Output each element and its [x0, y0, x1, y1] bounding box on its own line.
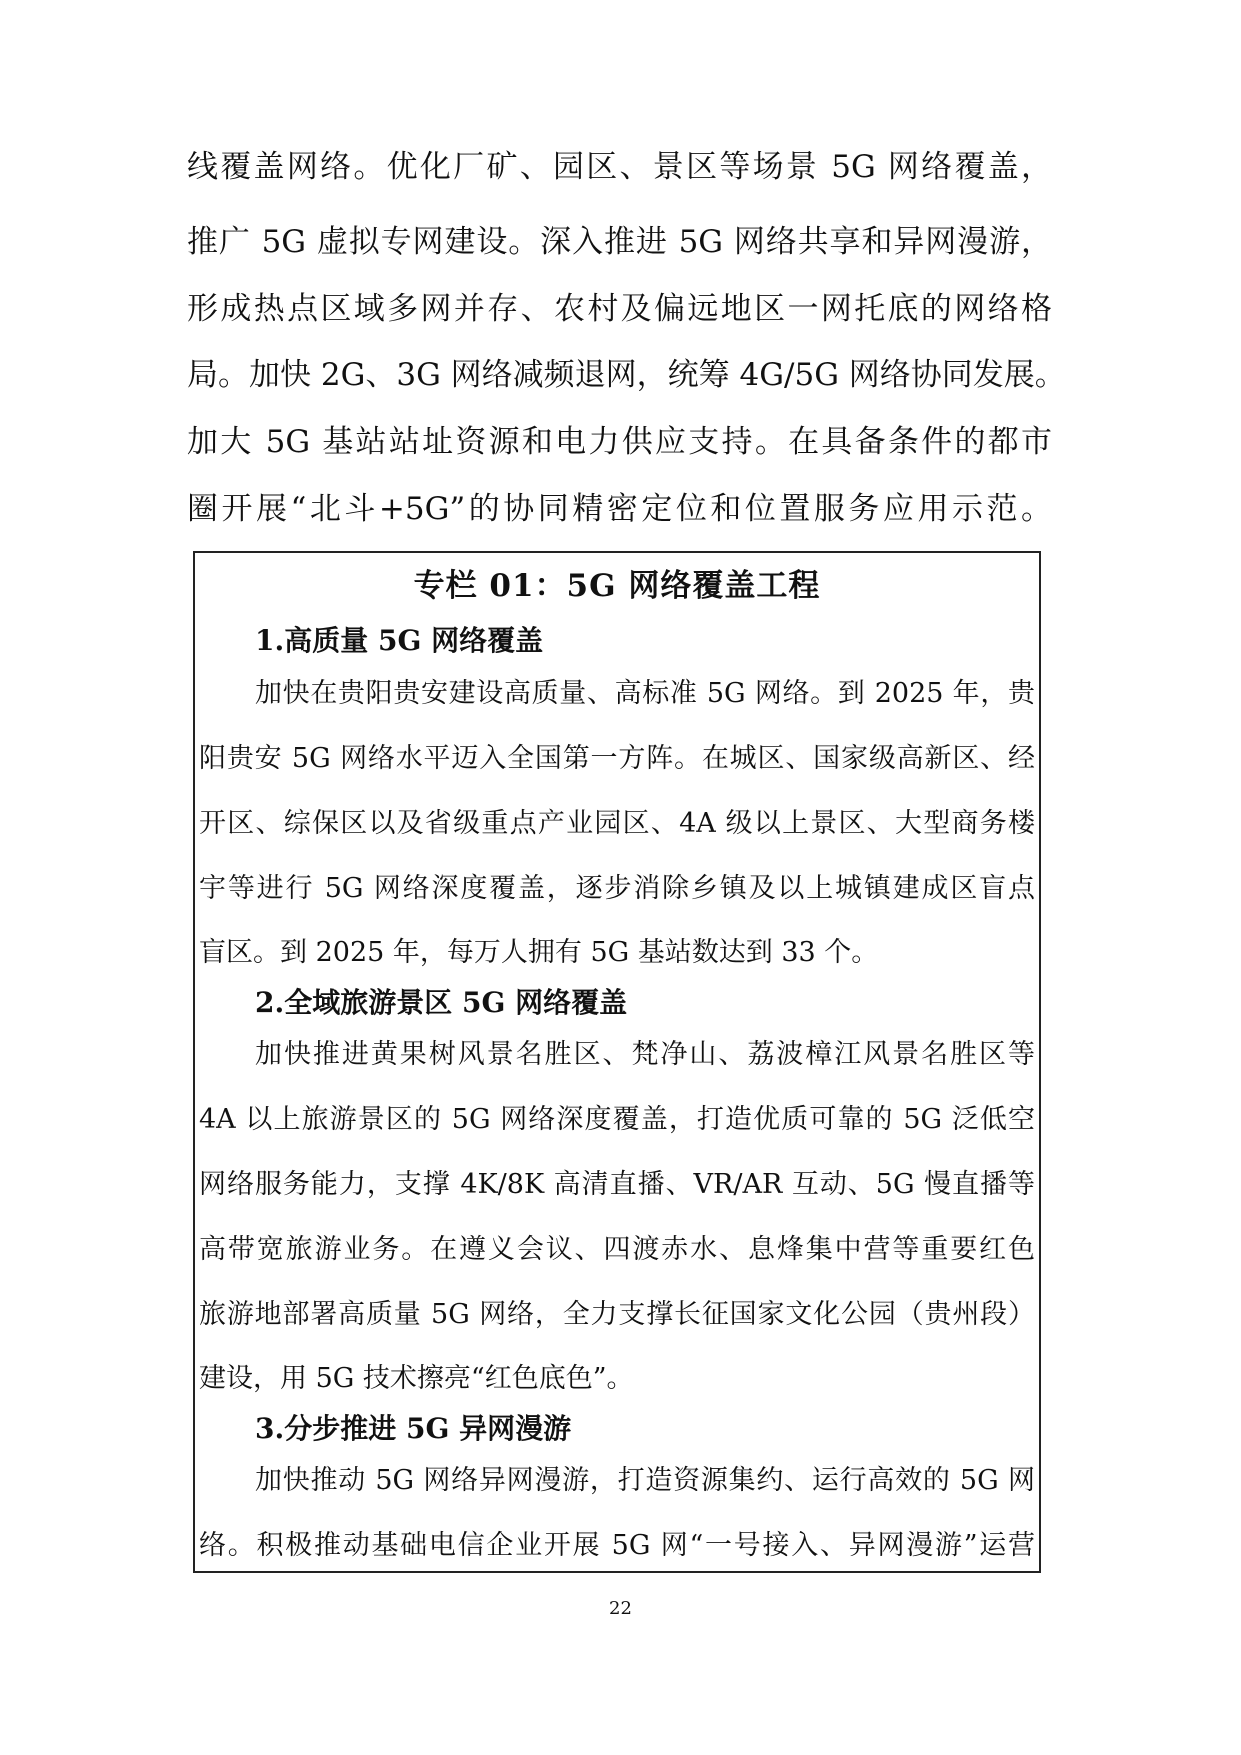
body-line: 加快推动 5G 网络异网漫游，打造资源集约、运行高效的 5G 网	[255, 1465, 1035, 1496]
body-line: 开区、综保区以及省级重点产业园区、4A 级以上景区、大型商务楼	[199, 808, 1035, 839]
page-number: 22	[609, 1598, 632, 1619]
body-line: 阳贵安 5G 网络水平迈入全国第一方阵。在城区、国家级高新区、经	[199, 743, 1035, 774]
body-line: 旅游地部署高质量 5G 网络，全力支撑长征国家文化公园（贵州段）	[199, 1299, 1035, 1330]
body-line: 建设，用 5G 技术擦亮“红色底色”。	[199, 1363, 634, 1394]
body-line: 加快推进黄果树风景名胜区、梵净山、荔波樟江风景名胜区等	[255, 1039, 1035, 1070]
intro-line: 形成热点区域多网并存、农村及偏远地区一网托底的网络格	[187, 291, 1052, 327]
intro-line: 加大 5G 基站站址资源和电力供应支持。在具备条件的都市	[187, 424, 1052, 460]
section-heading: 1.高质量 5G 网络覆盖	[255, 624, 544, 657]
body-line: 盲区。到 2025 年，每万人拥有 5G 基站数达到 33 个。	[199, 937, 879, 968]
body-line: 4A 以上旅游景区的 5G 网络深度覆盖，打造优质可靠的 5G 泛低空	[199, 1104, 1035, 1135]
body-line: 络。积极推动基础电信企业开展 5G 网“一号接入、异网漫游”运营	[199, 1530, 1035, 1561]
section-heading: 3.分步推进 5G 异网漫游	[255, 1412, 572, 1445]
intro-line: 局。加快 2G、3G 网络减频退网，统筹 4G/5G 网络协同发展。	[187, 357, 1066, 393]
body-line: 高带宽旅游业务。在遵义会议、四渡赤水、息烽集中营等重要红色	[199, 1234, 1035, 1265]
body-line: 宇等进行 5G 网络深度覆盖，逐步消除乡镇及以上城镇建成区盲点	[199, 873, 1035, 904]
intro-line: 圈开展“北斗+5G”的协同精密定位和位置服务应用示范。	[187, 491, 1052, 527]
section-heading: 2.全域旅游景区 5G 网络覆盖	[255, 986, 628, 1019]
body-line: 加快在贵阳贵安建设高质量、高标准 5G 网络。到 2025 年，贵	[255, 678, 1035, 709]
sidebar-box-5g-coverage	[193, 551, 1041, 1573]
intro-line: 推广 5G 虚拟专网建设。深入推进 5G 网络共享和异网漫游，	[187, 224, 1052, 260]
box-title: 专栏 01：5G 网络覆盖工程	[413, 568, 821, 604]
intro-line: 线覆盖网络。优化厂矿、园区、景区等场景 5G 网络覆盖，	[187, 149, 1052, 185]
body-line: 网络服务能力，支撑 4K/8K 高清直播、VR/AR 互动、5G 慢直播等	[199, 1169, 1035, 1200]
